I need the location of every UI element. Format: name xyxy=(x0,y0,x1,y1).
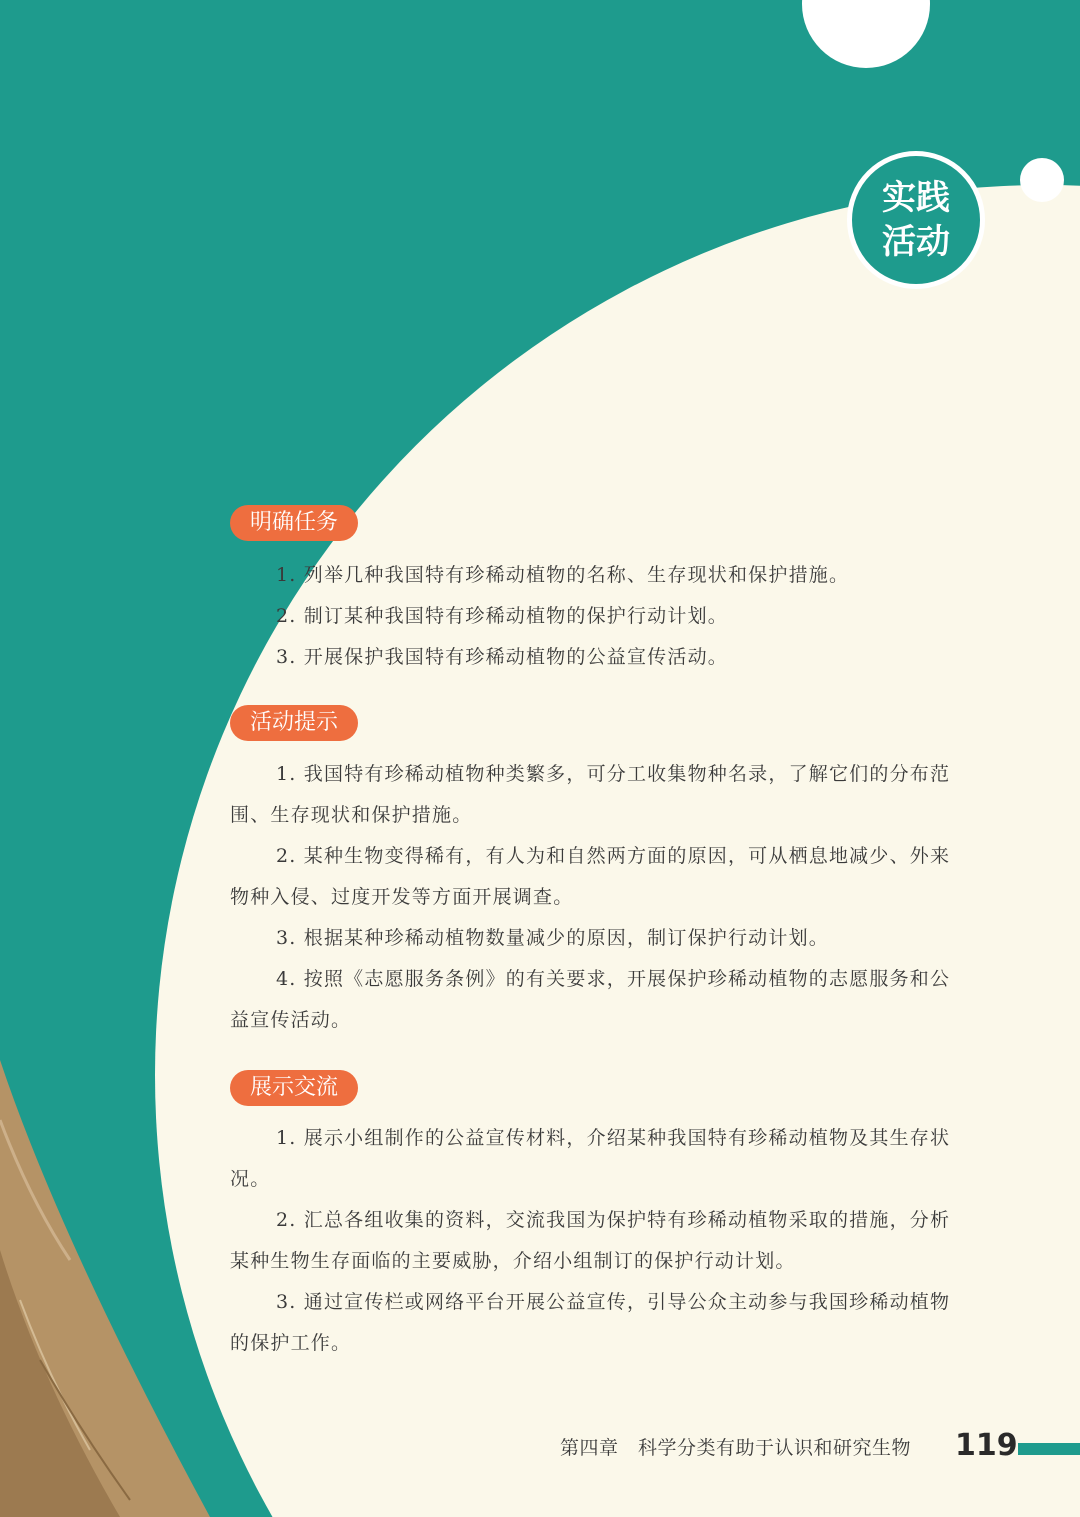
share-list xyxy=(230,1118,970,1364)
share-item: 2. 汇总各组收集的资料，交流我国为保护特有珍稀动植物采取的措施，分析某种生物生存面临的主要威胁，介绍小组制订的保护行动计划。 xyxy=(230,1209,951,1272)
hint-item: 3. 根据某种珍稀动植物数量减少的原因，制订保护行动计划。 xyxy=(276,927,829,949)
section-title-hints: 活动提示 xyxy=(230,705,358,741)
footer-bar xyxy=(1018,1443,1080,1455)
task-item: 3. 开展保护我国特有珍稀动植物的公益宣传活动。 xyxy=(276,646,728,668)
hint-item: 1. 我国特有珍稀动植物种类繁多，可分工收集物种名录，了解它们的分布范围、生存现状和保护措施。 xyxy=(230,763,951,826)
chapter-title: 第四章 科学分类有助于认识和研究生物 xyxy=(560,1437,912,1459)
task-list xyxy=(230,555,970,678)
page-number: 119 xyxy=(955,1428,1018,1463)
share-item: 3. 通过宣传栏或网络平台开展公益宣传，引导公众主动参与我国珍稀动植物的保护工作。 xyxy=(230,1291,951,1354)
badge-line-2: 活动 xyxy=(882,222,950,262)
hints-list xyxy=(230,754,970,1041)
section-title-share: 展示交流 xyxy=(230,1070,358,1106)
practice-activity-badge xyxy=(847,151,985,289)
decor-circle-small xyxy=(1020,158,1064,202)
hint-item: 2. 某种生物变得稀有，有人为和自然两方面的原因，可从栖息地减少、外来物种入侵、过度开发等方面开展调查。 xyxy=(230,845,951,908)
badge-line-1: 实践 xyxy=(882,178,950,218)
task-item: 1. 列举几种我国特有珍稀动植物的名称、生存现状和保护措施。 xyxy=(276,564,850,586)
hint-item: 4. 按照《志愿服务条例》的有关要求，开展保护珍稀动植物的志愿服务和公益宣传活动。 xyxy=(230,968,951,1031)
section-title-task: 明确任务 xyxy=(230,505,358,541)
task-item: 2. 制订某种我国特有珍稀动植物的保护行动计划。 xyxy=(276,605,728,627)
share-item: 1. 展示小组制作的公益宣传材料，介绍某种我国特有珍稀动植物及其生存状况。 xyxy=(230,1127,951,1190)
